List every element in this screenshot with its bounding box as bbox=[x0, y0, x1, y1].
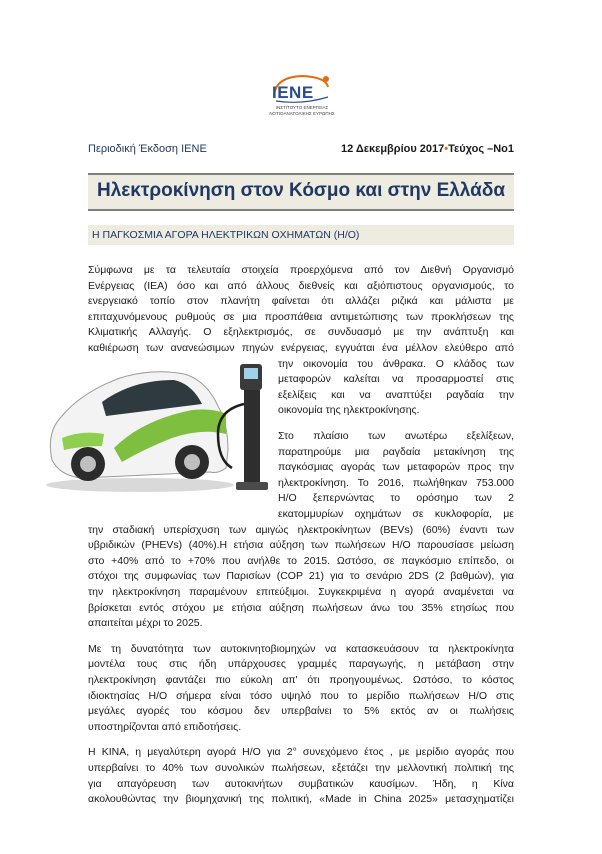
paragraph-line: υβριδικών (PHEVs) (40%).Η ετήσια αύξηση των πωλήσεων Η/Ο παρουσίασε μείωση bbox=[88, 539, 514, 552]
paragraph-line: την ηλεκτροκίνηση παραμένουν επιτεύξιμοι. Συγκεκριμένα η αγορά αναμένεται να bbox=[88, 586, 514, 598]
paragraph-line: την οικονομία του άνθρακα. Ο κλάδος των bbox=[278, 357, 514, 370]
paragraph-line: ηλεκτροκίνηση φαντάζει πιο εύκολη απ' ότι προηγουμένως. Ωστόσο, το κόστος bbox=[88, 674, 514, 686]
paragraph-line: μεταφορών καλείται να προσαρμοστεί στις bbox=[278, 373, 514, 386]
logo-word: IENE bbox=[272, 83, 314, 102]
paragraph-line: παγκόσμιας αγοράς των μεταφορών προς την bbox=[278, 461, 514, 474]
paragraph-line: ενεργειακό τοπίο στον πλανήτη φαίνεται ότι αλλάζει ριζικά και μάλιστα με bbox=[88, 295, 514, 308]
section-bar bbox=[88, 225, 514, 245]
paragraph-line: την σταδιακή υπερίσχυση των αμιγώς ηλεκτροκίνητων (BEVs) (60%) έναντι των bbox=[88, 523, 514, 536]
logo-subtitle: ΙΝΣΤΙΤΟΥΤΟ ΕΝΕΡΓΕΙΑΣ bbox=[275, 105, 329, 110]
paragraph-line: υποστηρίζονται από επιδοτήσεις. bbox=[88, 720, 242, 733]
paragraph-line: ηλεκτροκίνηση. Το 2016, πωλήθηκαν 753.000 bbox=[278, 476, 514, 489]
paragraph-line: Με τη δυνατότητα των αυτοκινητοβιομηχών να κατασκευάσουν τα ηλεκτροκίνητα bbox=[88, 642, 514, 655]
paragraph-line: Σύμφωνα με τα τελευταία στοιχεία προερχόμενα από τον Διεθνή Οργανισμό bbox=[88, 264, 514, 276]
paragraph-line: Η ΚΙΝΑ, η μεγαλύτερη αγορά Η/Ο για 2° συνεχόμενο έτος , με μερίδιο αγοράς που bbox=[88, 746, 514, 759]
paragraph-line: ιδιοκτησίας Η/Ο σήμερα είναι τόσο υψηλό που το μερίδιο πωλήσεων Η/Ο στις bbox=[88, 689, 514, 702]
page-title: Ηλεκτροκίνηση στον Κόσμο και στην Ελλάδα bbox=[96, 180, 506, 201]
paragraph-line: Κλιματικής Αλλαγής. Ο εξηλεκτρισμός, σε συνδυασμό με την ανάπτυξη και bbox=[88, 326, 514, 339]
section-heading: Η ΠΑΓΚΟΣΜΙΑ ΑΓΟΡΑ ΗΛΕΚΤΡΙΚΩΝ ΟΧΗΜΑΤΩΝ (Η/Ο) bbox=[92, 229, 360, 241]
paragraph-line: οικονομία της ηλεκτροκίνησης. bbox=[278, 404, 420, 417]
publication-name: Περιοδική Έκδοση ΙΕΝΕ bbox=[88, 143, 207, 155]
paragraph-line: παρατηρούμε μια ραγδαία μετακίνηση της bbox=[278, 445, 514, 458]
paragraph-line: Στο πλαίσιο των ανωτέρω εξελίξεων, bbox=[278, 430, 514, 442]
paragraph-line: εξελίξεις και να αναπτύξει ραγδαία την bbox=[278, 388, 514, 401]
issue-number: Τεύχος –Νο1 bbox=[448, 143, 514, 155]
paragraph-line: εκατομμυρίων οχημάτων σε κυκλοφορία, με bbox=[278, 508, 514, 520]
issue-info bbox=[341, 143, 514, 155]
title-box bbox=[88, 173, 514, 211]
paragraph-line: βρίσκεται εντός στόχου με ετήσια αύξηση πωλήσεων άνω του 35% ετησίως που bbox=[88, 601, 514, 614]
paragraph-line: καθιέρωση των ανανεώσιμων πηγών ενέργειας, εγγυάται ένα μέλλον ελεύθερο από bbox=[88, 342, 514, 354]
paragraph-line: στο +40% από το +70% που ανήλθε το 2015. Ωστόσο, σε παγκόσμιο επίπεδο, οι bbox=[88, 554, 514, 567]
paragraph-line: απαιτείται μέχρι το 2025. bbox=[88, 617, 203, 630]
paragraph-line: για απαγόρευση των αυτοκινήτων συμβατικών καυσίμων. Ήδη, η Κίνα bbox=[88, 777, 514, 790]
paragraph-line: Ενέργειας (IEA) όσο και από άλλους διεθνείς και αξιόπιστους οργανισμούς, το bbox=[88, 279, 514, 292]
paragraph-line: στόχοι της συμφωνίας των Παρισίων (COP 21) για το σενάριο 2DS (2 βαθμών), για bbox=[88, 570, 514, 583]
paragraph-line: υπερβαίνει το 40% των συνολικών πωλήσεων, εξετάζει την μελλοντική πολιτική της bbox=[88, 762, 514, 774]
iene-logo bbox=[268, 73, 336, 123]
issue-date: 12 Δεκεμβρίου 2017 bbox=[340, 143, 445, 155]
separator-dot: • bbox=[444, 143, 449, 155]
paragraph-line: ακολουθώντας την βιομηχανική της πολιτική, «Made in China 2025» μετασχηματίζει bbox=[88, 793, 514, 806]
electric-car-charging-image bbox=[42, 350, 268, 498]
paragraph-line: μοντέλα τους στις ήδη υπάρχουσες γραμμές παραγωγής, η μετάβαση στην bbox=[88, 658, 514, 671]
paragraph-line: επιταχυνόμενους ρυθμούς σε μια προσπάθεια αντιμετώπισης των προκλήσεων της bbox=[88, 310, 514, 323]
paragraph-line: μεγάλες αγορές του κόσμου δεν υπερβαίνει το 5% εκτός αν οι πωλήσεις bbox=[88, 705, 514, 718]
logo-subtitle-2: ΝΟΤΙΟΑΝΑΤΟΛΙΚΗΣ ΕΥΡΩΠΗΣ bbox=[269, 111, 335, 116]
paragraph-line: Η/Ο ξεπερνώντας το ορόσημο των 2 bbox=[278, 492, 514, 505]
